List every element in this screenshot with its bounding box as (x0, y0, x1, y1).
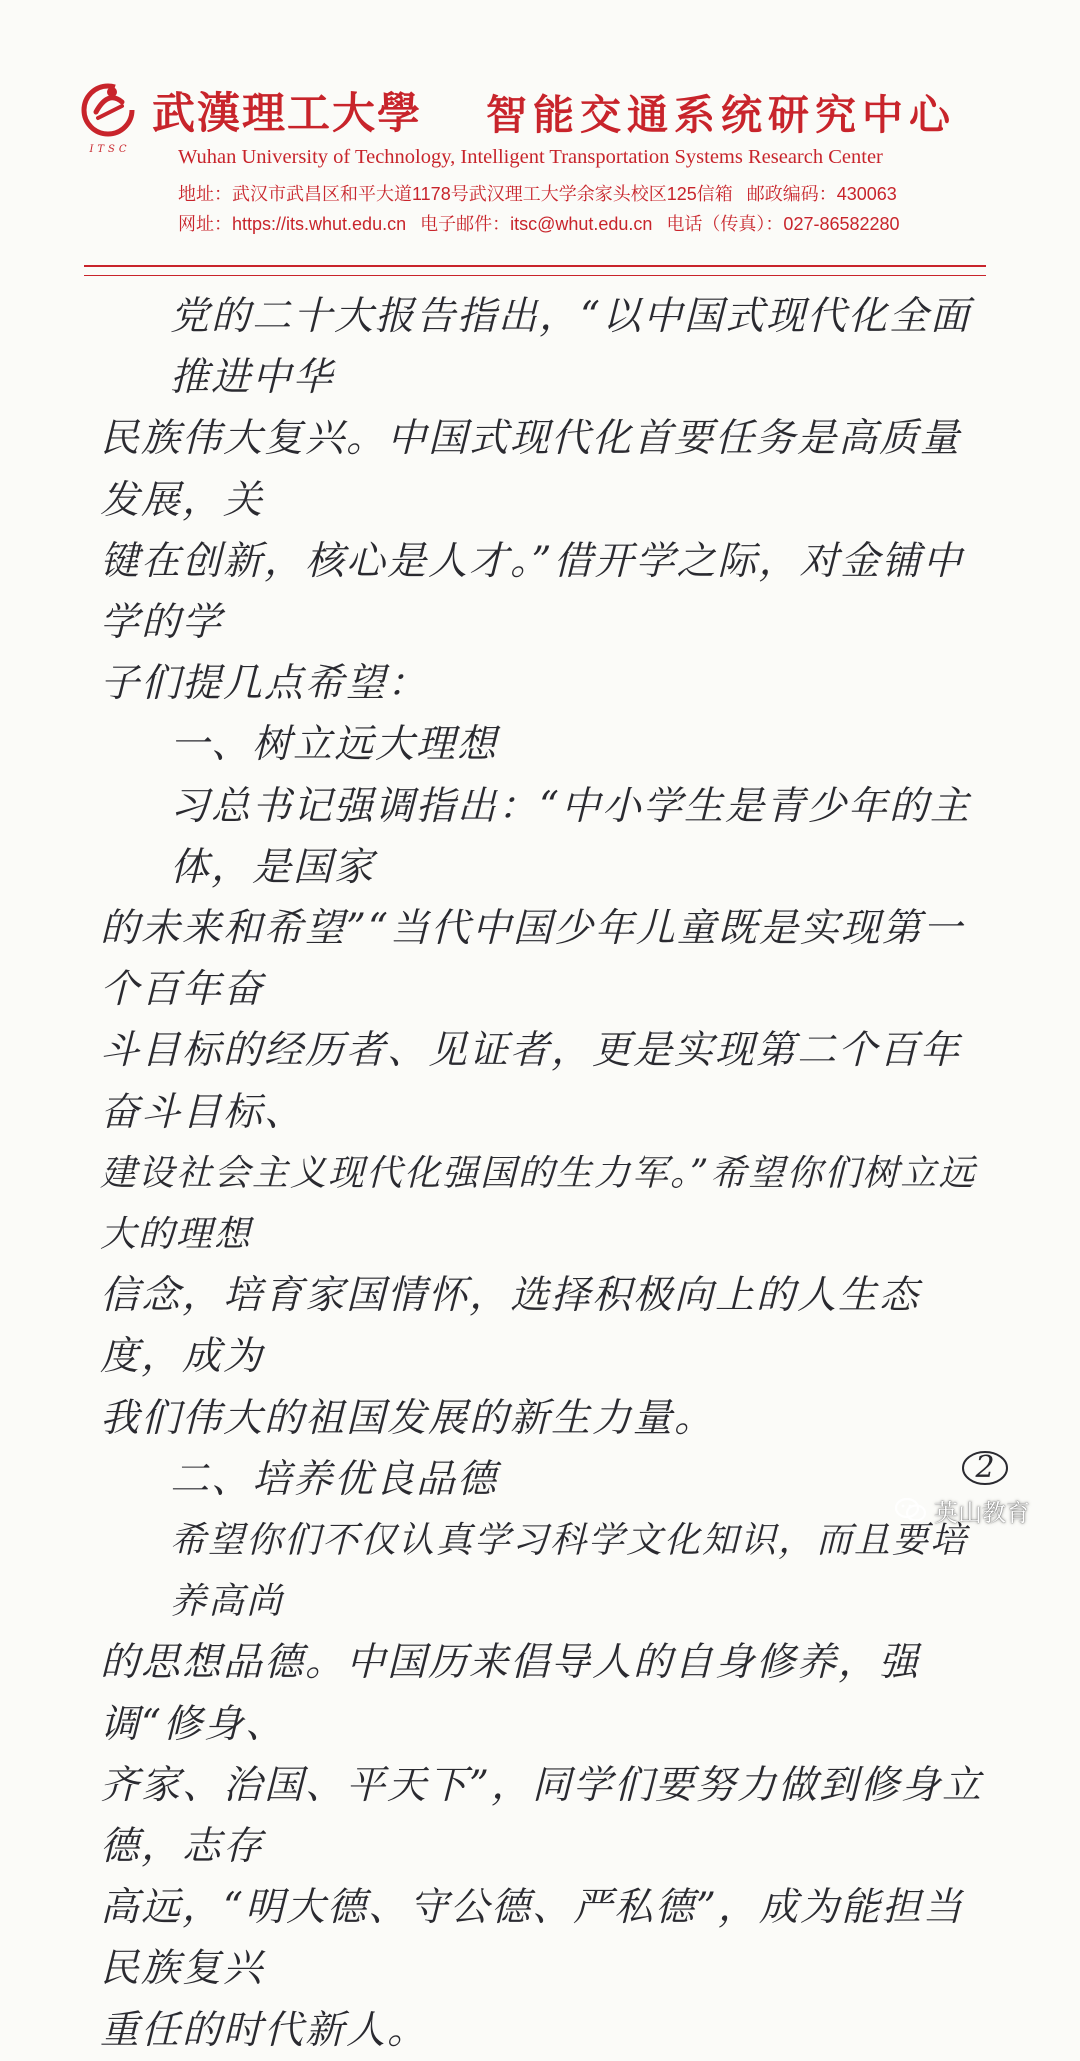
watermark (894, 1490, 1030, 1530)
english-name: Wuhan University of Technology, Intelligent Transportation Systems Research Center (178, 146, 883, 168)
address: 地址：武汉市武昌区和平大道1178号武汉理工大学余家头校区125信箱 (178, 184, 733, 204)
letter-line: 习总书记强调指出：“中小学生是青少年的主体，是国家 (170, 783, 971, 890)
center-name: 智能交通系统研究中心 (486, 91, 956, 139)
university-name: 武漢理工大學 (152, 89, 422, 139)
letter-line: 信念，培育家国情怀，选择积极向上的人生态度，成为 (100, 1273, 921, 1380)
website: 网址：https://its.whut.edu.cn (178, 214, 407, 234)
postcode: 邮政编码：430063 (746, 184, 897, 204)
header-rule-bottom (84, 275, 986, 276)
letter-line: 民族伟大复兴。中国式现代化首要任务是高质量发展，关 (100, 416, 962, 523)
letter-line: 键在创新，核心是人才。”借开学之际，对金铺中学的学 (100, 538, 964, 646)
header-rule-top (84, 265, 986, 267)
letterhead (0, 0, 1080, 290)
letter-line: 我们伟大的祖国发展的新生力量。 (100, 1395, 716, 1441)
letter-line: 党的二十大报告指出，“以中国式现代化全面推进中华 (170, 294, 971, 401)
letter-line: 的思想品德。中国历来倡导人的自身修养，强调“修身、 (100, 1640, 921, 1747)
logo-subtitle: ITSC (89, 144, 131, 155)
letter-line: 齐家、治国、平天下”，同学们要努力做到修身立德，志存 (100, 1762, 983, 1870)
email: 电子邮件：itsc@whut.edu.cn (420, 214, 653, 234)
letter-line: 高远，“明大德、守公德、严私德”，成为能担当民族复兴 (100, 1885, 964, 1992)
letter-line: 建设社会主义现代化强国的生力军。”希望你们树立远大的理想 (100, 1152, 977, 1256)
contact-line (178, 210, 900, 236)
page-number-text: 2 (975, 1450, 995, 1485)
address-line (178, 180, 897, 206)
section-heading: 一、树立远大理想 (170, 722, 499, 768)
letter-line: 希望你们不仅认真学习科学文化知识，而且要培养高尚 (170, 1520, 969, 1623)
phone: 电话（传真）：027-86582280 (666, 214, 900, 234)
letter-line: 斗目标的经历者、见证者，更是实现第二个百年奋斗目标、 (100, 1028, 962, 1135)
watermark-text: 英山教育 (934, 1498, 1030, 1527)
section-heading: 二、培养优良品德 (170, 1456, 499, 1502)
letter-line: 子们提几点希望： (100, 661, 429, 707)
letter-body (100, 286, 1000, 2061)
letter-line: 的未来和希望”“当代中国少年儿童既是实现第一个百年奋 (100, 906, 964, 1013)
wechat-icon (894, 1496, 928, 1524)
page-number (960, 1448, 1010, 1488)
letter-line: 重任的时代新人。 (100, 2007, 429, 2053)
